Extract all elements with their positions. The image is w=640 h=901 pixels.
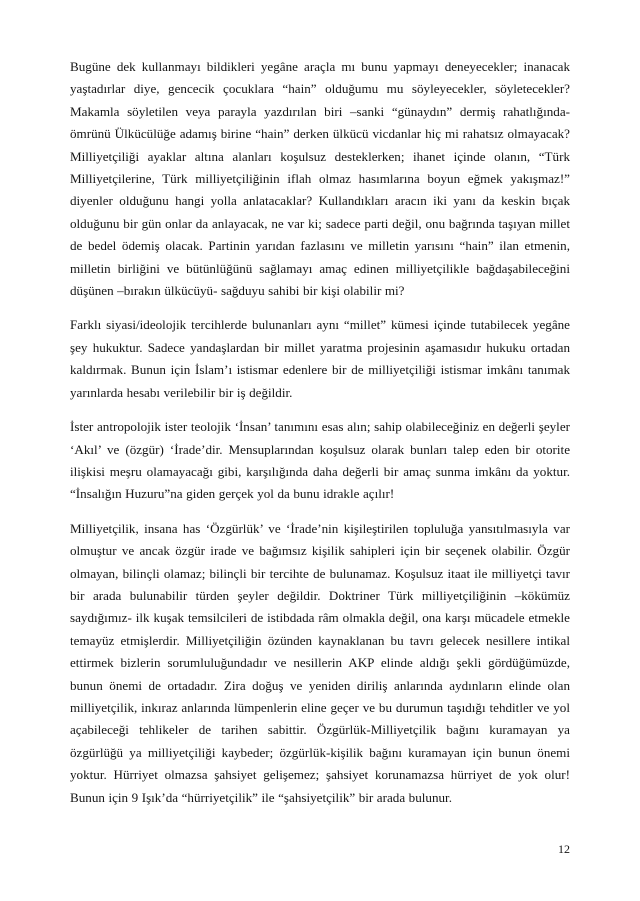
paragraph-4: Milliyetçilik, insana has ‘Özgürlük’ ve ‘İrade’nin kişileştirilen topluluğa yansıtılmasıyla var olmuştur ve ancak özgür irade ve bağımsız kişilik sahipleri için bir seçenek olabilir. Özgür olmayan, bilinçli olamaz; bilinçli bir tercihte de bulunamaz. Koşulsuz itaat ile milliyetçi tavır bir arada bulunabilir türden şeyler değildir. Doktriner Türk milliyetçiliğinin –kökümüz saydığımız- ilk kuşak temsilcileri de istibdada râm olmakla değil, ona karşı mücadele etmekle temayüz etmişlerdir. Milliyetçiliğin özünden kaynaklanan bu tavrı gelecek nesillere intikal ettirmek bizlerin sorumluluğundadır ve nesillerin AKP elinde aldığı şekli gördüğümüzde, bunun önemi de ortadadır. Zira doğuş ve yeniden diriliş anlarında aydınların elinde olan milliyetçilik, inkıraz anlarında lümpenlerin eline geçer ve bu durumun taşıdığı tehditler ve yol açabileceği tehlikeler de tarihen sabittir. Özgürlük-Milliyetçilik bağını kuramayan ya özgürlüğü ya milliyetçiliği kaybeder; özgürlük-kişilik bağını kuramayan için bunun önemi yoktur. Hürriyet olmazsa şahsiyet gelişemez; şahsiyet korunamazsa hürriyet de yok olur! Bunun için 9 Işık’da “hürriyetçilik” ile “şahsiyetçilik” bir arada bulunur. (70, 520, 570, 805)
page-number: 12 (558, 842, 570, 856)
paragraph-3: İster antropolojik ister teolojik ‘İnsan’ tanımını esas alın; sahip olabileceğiniz en değerli şeyler ‘Akıl’ ve (özgür) ‘İrade’dir. Mensuplarından koşulsuz olarak bunları talep eden bir otorite ilişkisi meşru olamayacağı gibi, karşılığında daha değerli bir amaç sunma imkânı da yoktur. “İnsalığın Huzuru”na giden gerçek yol da bunu idrakle açılır! (70, 419, 570, 502)
document-body (70, 56, 570, 809)
paragraph-2: Farklı siyasi/ideolojik tercihlerde bulunanları aynı “millet” kümesi içinde tutabilecek yegâne şey hukuktur. Sadece yandaşlardan bir millet yaratma projesinin aşamasıdır hukuku ortadan kaldırmak. Bunun için İslam’ı istismar edenlere bir de milliyetçiliği istismar imkânı tanımak yarınlarda hesabı verilebilir bir iş değildir. (70, 317, 570, 400)
paragraph-1: Bugüne dek kullanmayı bildikleri yegâne araçla mı bunu yapmayı deneyecekler; inanacak yaştadırlar diye, gencecik çocuklara “hain” olduğumu mu söyleyecekler, söyletecekler? Makamla söyletilen veya parayla yazdırılan biri –sanki “günaydın” dermiş rahatlığında- ömrünü Ülkücülüğe adamış birine “hain” derken ülkücü vicdanlar hiç mi rahatsız olmayacak? Milliyetçiliği ayaklar altına alanları koşulsuz desteklerken; ihanet içinde olanın, “Türk Milliyetçilerine, Türk milliyetçiliğinin iflah olmaz hasımlarına boyun eğmek yakışmaz!” diyenler olduğunu hangi yolla anlatacaklar? Kullandıkları aracın iki yanı da keskin bıçak olduğunu bir gün onlar da anlayacak, ne var ki; sadece parti değil, onu bağrında taşıyan millet de bedel ödemiş olacak. Partinin yarıdan fazlasını ve milletin yarısını “hain” ilan etmenin, milletin birliğini ve bütünlüğünü sağlamayı amaç edinen milliyetçilikle bağdaşabileceğini düşünen –bırakın ülkücüyü- sağduyu sahibi bir kişi olabilir mi? (70, 59, 570, 299)
